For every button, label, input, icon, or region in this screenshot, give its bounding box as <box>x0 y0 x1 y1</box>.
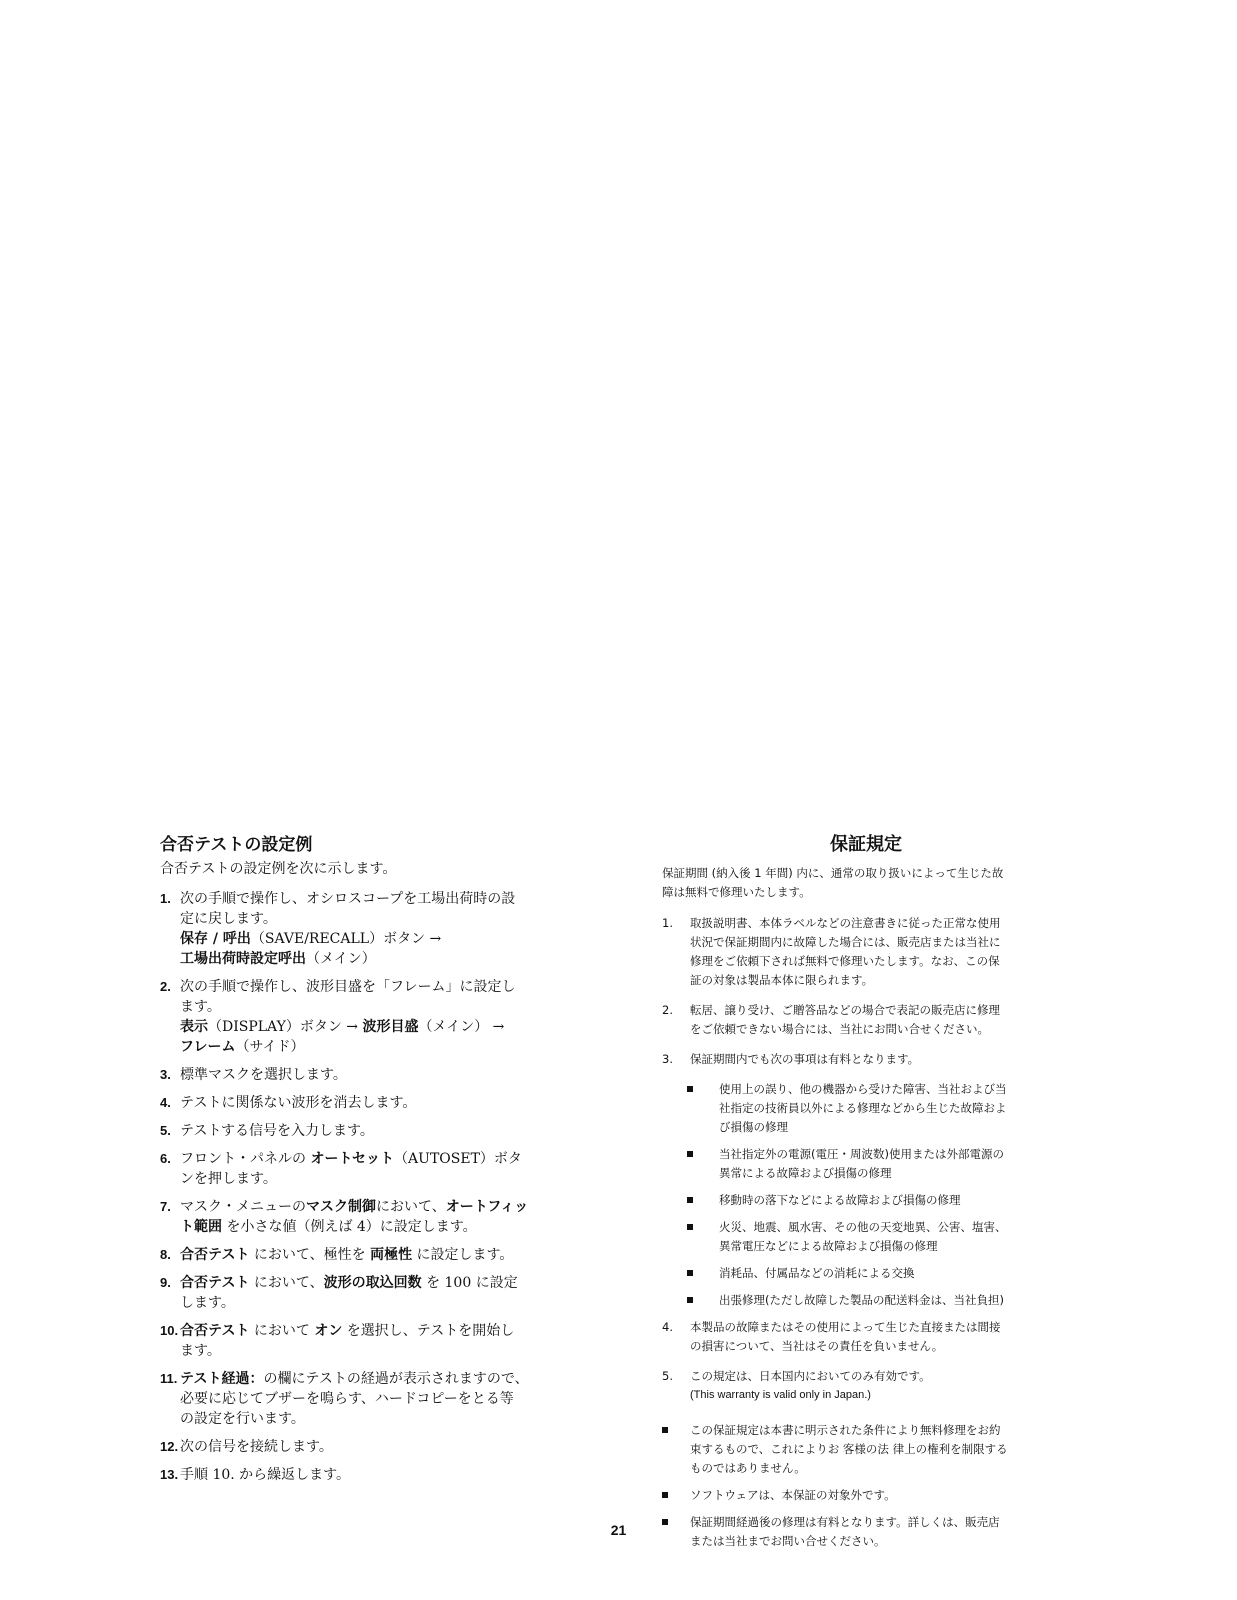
list-item: 3. 標準マスクを選択します。 <box>160 1067 347 1083</box>
list-item: 9. 合否テスト において、波形の取込回数 を 100 に設定 します。 <box>160 1275 518 1311</box>
list-item: 5. この規定は、日本国内においてのみ有効です。 (This warranty is valid only in Japan.) <box>662 1369 931 1401</box>
list-item: 火災、地震、風水害、その他の天変地異、公害、塩害、 異常電圧などによる故障および損傷の修理 <box>662 1218 1070 1256</box>
step-list <box>160 889 565 1485</box>
warranty-title: 保証規定 <box>830 834 902 855</box>
list-item: 3. 保証期間内でも次の事項は有料となります。 <box>662 1052 920 1066</box>
warranty-section <box>662 830 1070 1559</box>
list-item: 12. 次の信号を接続します。 <box>160 1439 333 1455</box>
list-item: 出張修理(ただし故障した製品の配送料金は、当社負担) <box>662 1291 1070 1310</box>
list-item: 消耗品、付属品などの消耗による交換 <box>662 1264 1070 1283</box>
bullet-icon <box>687 1151 693 1157</box>
list-item: 6. フロント・パネルの オートセット（AUTOSET）ボタ ンを押します。 <box>160 1151 522 1187</box>
page-number: 21 <box>610 1522 627 1538</box>
bullet-icon <box>687 1297 693 1303</box>
list-item: 2. 次の手順で操作し、波形目盛を「フレーム」に設定し ます。 表示（DISPLAY）ボタン → 波形目盛（メイン） → フレーム（サイド） <box>160 979 516 1055</box>
list-item: ソフトウェアは、本保証の対象外です。 <box>662 1486 1070 1505</box>
section-title: 合否テストの設定例 <box>160 835 313 855</box>
list-item: 1. 次の手順で操作し、オシロスコープを工場出荷時の設 定に戻します。 保存 / 呼出（SAVE/RECALL）ボタン → 工場出荷時設定呼出（メイン） <box>160 891 516 967</box>
list-item: 7. マスク・メニューのマスク制御において、オートフィッ ト範囲 を小さな値（例えば 4）に設定します。 <box>160 1199 529 1235</box>
list-item: 4. 本製品の故障またはその使用によって生じた直接または間接 の損害について、当社はその責任を負いません。 <box>662 1320 1001 1353</box>
bullet-icon <box>662 1492 668 1498</box>
list-item: 1. 取扱説明書、本体ラベルなどの注意書きに従った正常な使用 状況で保証期間内に故障した場合には、販売店または当社に 修理をご依頼下されば無料で修理いたします。なお、この保 証の対象は製品本体に限られます。 <box>662 916 1001 987</box>
bullet-icon <box>687 1270 693 1276</box>
list-item: 使用上の誤り、他の機器から受けた障害、当社および当 社指定の技術員以外による修理などから生じた故障およ び損傷の修理 <box>662 1080 1070 1137</box>
section-intro: 合否テストの設定例を次に示します。 <box>160 861 397 877</box>
list-item: この保証規定は本書に明示された条件により無料修理をお約 束するもので、これによりお 客様の法 律上の権利を制限する ものではありません。 <box>662 1421 1070 1478</box>
warranty-intro: 保証期間 (納入後 1 年間) 内に、通常の取り扱いによって生じた故 障は無料で修理いたします。 <box>662 866 1004 899</box>
list-item: 保証期間経過後の修理は有料となります。詳しくは、販売店 または当社までお問い合せください。 <box>662 1513 1070 1551</box>
bullet-icon <box>687 1224 693 1230</box>
list-item: 2. 転居、譲り受け、ご贈答品などの場合で表記の販売店に修理 をご依頼できない場合には、当社にお問い合せください。 <box>662 1003 1001 1036</box>
list-item: 10. 合否テスト において オン を選択し、テストを開始し ます。 <box>160 1323 515 1359</box>
list-item: 13. 手順 10. から繰返します。 <box>160 1467 351 1483</box>
list-item: 移動時の落下などによる故障および損傷の修理 <box>662 1191 1070 1210</box>
list-item: 11. テスト経過：の欄にテストの経過が表示されますので、 必要に応じてブザーを鳴らす、ハードコピーをとる等 の設定を行います。 <box>160 1371 529 1427</box>
list-item: 5. テストする信号を入力します。 <box>160 1123 374 1139</box>
list-item: 4. テストに関係ない波形を消去します。 <box>160 1095 417 1111</box>
bullet-icon <box>687 1086 693 1092</box>
bullet-icon <box>687 1197 693 1203</box>
bullet-icon <box>662 1427 668 1433</box>
pass-fail-test-section <box>160 830 565 1493</box>
list-item: 当社指定外の電源(電圧・周波数)使用または外部電源の 異常による故障および損傷の修理 <box>662 1145 1070 1183</box>
list-item: 8. 合否テスト において、極性を 両極性 に設定します。 <box>160 1247 514 1263</box>
